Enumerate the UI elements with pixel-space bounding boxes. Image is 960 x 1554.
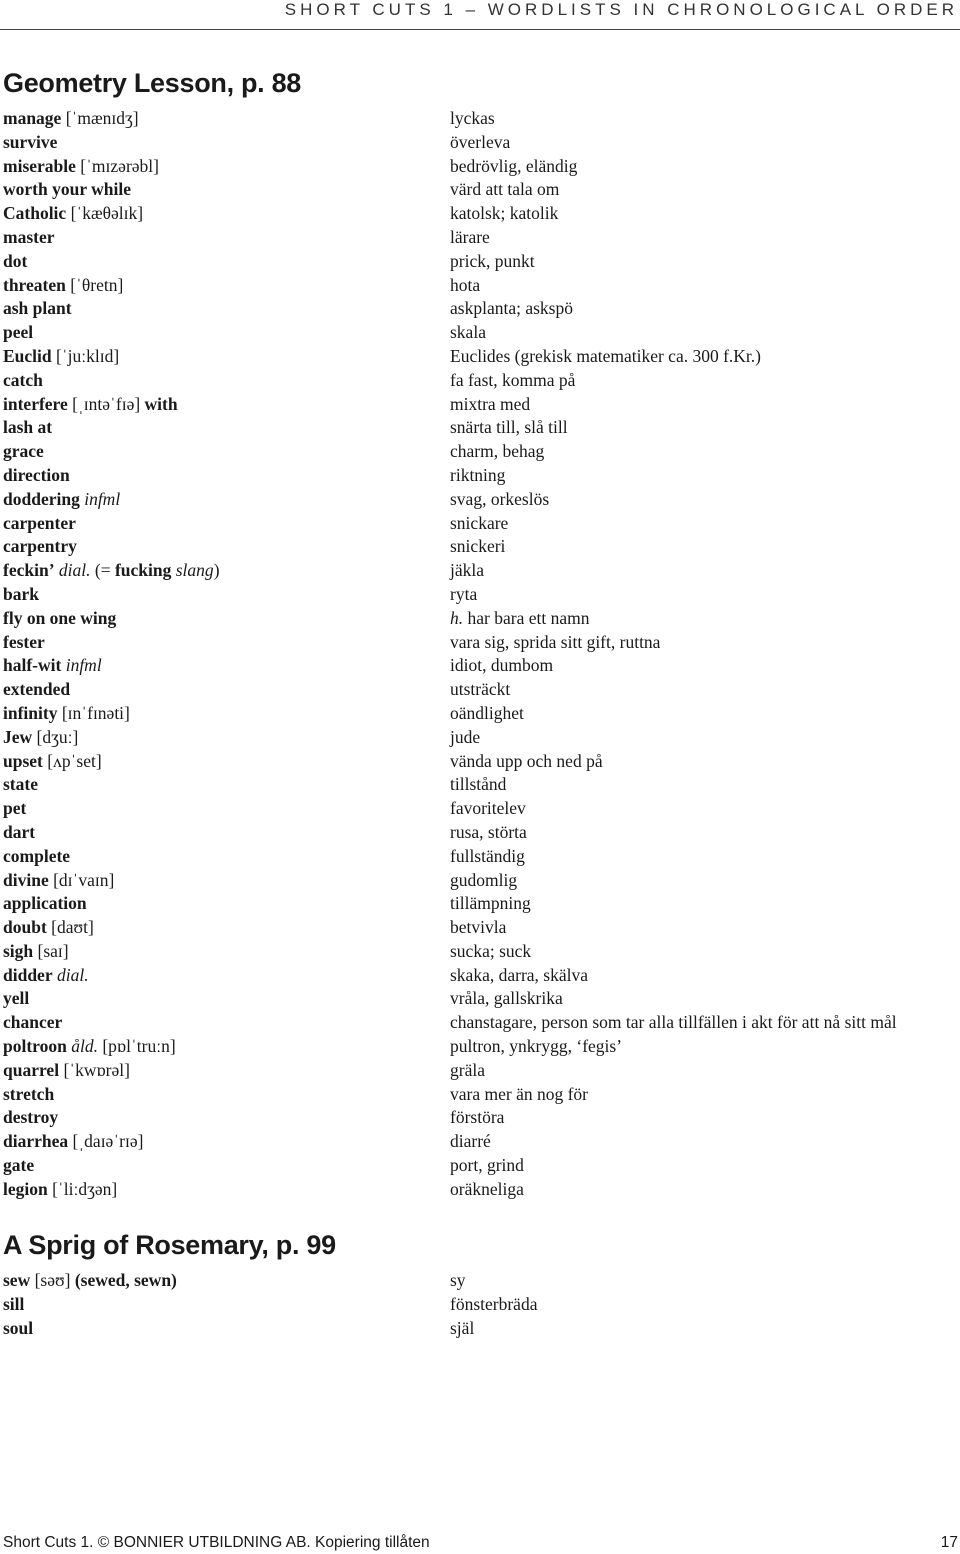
- swedish-translation: [450, 345, 761, 369]
- list-item: [3, 940, 960, 964]
- translation-text: oräkneliga: [450, 1178, 524, 1199]
- translation-text: bedrövlig, eländig: [450, 155, 578, 176]
- headword: sew: [3, 1270, 31, 1290]
- swedish-translation: [450, 297, 573, 321]
- translation-text: hota: [450, 274, 481, 295]
- translation-text: riktning: [450, 464, 506, 485]
- usage-label: dial.: [58, 560, 91, 581]
- list-item: [3, 1293, 960, 1317]
- headword: peel: [3, 322, 34, 343]
- swedish-translation: [450, 726, 480, 750]
- english-term: [3, 1106, 58, 1130]
- list-item: [3, 440, 960, 464]
- swedish-translation: [450, 821, 527, 845]
- english-term: [3, 1293, 24, 1317]
- translation-text: Euclides (grekisk matematiker ca. 300 f.Kr.): [450, 345, 762, 366]
- headword: interfere: [3, 393, 68, 414]
- list-item: [3, 107, 960, 131]
- pronunciation: [dʒuː]: [36, 726, 79, 747]
- translation-text: vända upp och ned på: [450, 750, 603, 771]
- translation-text: gräla: [450, 1059, 485, 1080]
- list-item: [3, 702, 960, 726]
- english-term: [3, 1317, 33, 1341]
- headword: divine: [3, 869, 49, 890]
- translation-text: mixtra med: [450, 393, 531, 414]
- headword: master: [3, 226, 55, 247]
- pronunciation: [daʊt]: [51, 917, 94, 938]
- translation-text: snickeri: [450, 536, 506, 557]
- list-item: [3, 869, 960, 893]
- english-term: [3, 726, 78, 750]
- list-item: [3, 845, 960, 869]
- swedish-translation: [450, 559, 484, 583]
- headword: carpentry: [3, 536, 77, 557]
- list-item: [3, 631, 960, 655]
- list-item: [3, 1035, 960, 1059]
- swedish-translation: [450, 678, 510, 702]
- english-term: [3, 250, 27, 274]
- swedish-translation: [450, 1011, 897, 1035]
- swedish-translation: [450, 393, 530, 417]
- headword: survive: [3, 131, 58, 152]
- list-item: [3, 1269, 960, 1293]
- headword: Jew: [3, 726, 33, 747]
- swedish-translation: [450, 1154, 524, 1178]
- headword: soul: [3, 1317, 34, 1338]
- english-term: [3, 678, 70, 702]
- wordlist: [3, 1269, 960, 1340]
- headword: quarrel: [3, 1059, 60, 1080]
- translation-text: oändlighet: [450, 702, 524, 723]
- english-term: [3, 131, 57, 155]
- swedish-translation: [450, 750, 603, 774]
- headword: ash plant: [3, 298, 72, 319]
- headword: miserable: [3, 155, 76, 176]
- translation-text: själ: [450, 1317, 475, 1338]
- translation-text: snärta till, slå till: [450, 417, 568, 438]
- translation-text: jude: [450, 726, 481, 747]
- english-term: [3, 416, 52, 440]
- list-item: [3, 654, 960, 678]
- swedish-translation: [450, 583, 477, 607]
- swedish-translation: [450, 1035, 622, 1059]
- swedish-translation: [450, 321, 486, 345]
- pronunciation: [pɒlˈtruːn]: [102, 1036, 176, 1057]
- list-item: [3, 797, 960, 821]
- headword: feckin’: [3, 560, 55, 581]
- list-item: [3, 131, 960, 155]
- translation-text: fa fast, komma på: [450, 369, 576, 390]
- headword: dart: [3, 821, 36, 842]
- headword: infinity: [3, 702, 58, 723]
- pronunciation: [səʊ]: [34, 1270, 71, 1290]
- list-item: [3, 678, 960, 702]
- translation-text: vråla, gallskrika: [450, 988, 563, 1009]
- headword: Euclid: [3, 345, 52, 366]
- english-term: [3, 631, 45, 655]
- translation-text: askplanta; askspö: [450, 298, 573, 319]
- translation-text: rusa, störta: [450, 821, 527, 842]
- headword: diarrhea: [3, 1131, 69, 1152]
- swedish-translation: [450, 250, 535, 274]
- list-item: [3, 583, 960, 607]
- wordlist: [3, 107, 960, 1202]
- translation-text: snickare: [450, 512, 509, 533]
- english-term: [3, 797, 26, 821]
- translation-text: sy: [450, 1270, 466, 1290]
- translation-text: prick, punkt: [450, 250, 535, 271]
- headword: doddering: [3, 488, 80, 509]
- translation-text: port, grind: [450, 1155, 524, 1176]
- english-term: [3, 226, 55, 250]
- list-item: [3, 178, 960, 202]
- swedish-translation: [450, 107, 495, 131]
- list-item: [3, 916, 960, 940]
- swedish-translation: [450, 1269, 466, 1293]
- swedish-translation: [450, 773, 506, 797]
- swedish-translation: [450, 654, 553, 678]
- pronunciation: [ˈmɪzərəbl]: [80, 155, 159, 176]
- english-term: [3, 964, 89, 988]
- translation-text: lyckas: [450, 108, 495, 128]
- list-item: [3, 155, 960, 179]
- english-term: [3, 892, 87, 916]
- english-term: [3, 916, 94, 940]
- section-title: Geometry Lesson, p. 88: [3, 68, 302, 98]
- english-term: [3, 1130, 143, 1154]
- list-item: [3, 1059, 960, 1083]
- page-footer: [3, 1534, 958, 1554]
- headword: Catholic: [3, 203, 67, 224]
- english-term: [3, 559, 220, 583]
- headword: gate: [3, 1155, 35, 1176]
- headword-continuation: (sewed, sewn): [74, 1270, 177, 1290]
- swedish-translation: [450, 1317, 474, 1341]
- swedish-translation: [450, 892, 531, 916]
- swedish-translation: [450, 155, 577, 179]
- translation-text: tillstånd: [450, 774, 507, 795]
- english-term: [3, 940, 69, 964]
- swedish-translation: [450, 416, 568, 440]
- pronunciation: [dɪˈvaɪn]: [53, 869, 115, 890]
- section-title: A Sprig of Rosemary, p. 99: [3, 1230, 336, 1260]
- english-term: [3, 297, 72, 321]
- pronunciation: [ˈjuːklɪd]: [56, 345, 120, 366]
- english-term: [3, 178, 131, 202]
- swedish-translation: [450, 464, 505, 488]
- swedish-translation: [450, 1130, 491, 1154]
- translation-text: vara mer än nog för: [450, 1083, 588, 1104]
- english-term: [3, 869, 114, 893]
- usage-label: dial.: [56, 964, 89, 985]
- headword: worth your while: [3, 179, 132, 200]
- headword: sigh: [3, 940, 34, 961]
- list-item: [3, 1083, 960, 1107]
- english-term: [3, 702, 130, 726]
- english-term: [3, 1059, 130, 1083]
- swedish-translation: [450, 702, 524, 726]
- pronunciation: [ˌdaɪəˈrɪə]: [72, 1131, 144, 1152]
- translation-text: charm, behag: [450, 441, 545, 462]
- copyright-notice: Short Cuts 1. © BONNIER UTBILDNING AB. Kopiering tillåten: [3, 1534, 430, 1551]
- headword: lash at: [3, 417, 53, 438]
- translation-text: katolsk; katolik: [450, 203, 559, 224]
- headword-continuation: with: [144, 393, 178, 414]
- headword: poltroon: [3, 1036, 67, 1057]
- headword: manage: [3, 108, 62, 128]
- list-item: [3, 607, 960, 631]
- list-item: [3, 773, 960, 797]
- list-item: [3, 892, 960, 916]
- running-title: SHORT CUTS 1 – WORDLISTS IN CHRONOLOGICAL ORDER: [284, 0, 958, 19]
- swedish-translation: [450, 940, 531, 964]
- headword: upset: [3, 750, 43, 771]
- translation-text: värd att tala om: [450, 179, 560, 200]
- list-item: [3, 416, 960, 440]
- swedish-translation: [450, 1293, 537, 1317]
- translation-text: skaka, darra, skälva: [450, 964, 588, 985]
- swedish-translation: [450, 202, 558, 226]
- english-term: [3, 535, 77, 559]
- list-item: [3, 1154, 960, 1178]
- pronunciation: [ˈkæθəlɪk]: [70, 203, 144, 224]
- swedish-translation: [450, 440, 544, 464]
- swedish-translation: [450, 845, 525, 869]
- swedish-translation: [450, 274, 480, 298]
- english-term: [3, 488, 120, 512]
- list-item: [3, 297, 960, 321]
- usage-label: h.: [450, 607, 464, 628]
- translation-text: ryta: [450, 583, 478, 604]
- english-term: [3, 654, 102, 678]
- headword-continuation: fucking: [114, 560, 172, 581]
- english-term: [3, 155, 159, 179]
- english-term: [3, 1269, 177, 1293]
- english-term: [3, 1083, 54, 1107]
- translation-text: vara sig, sprida sitt gift, ruttna: [450, 631, 661, 652]
- list-item: [3, 345, 960, 369]
- headword: yell: [3, 988, 30, 1009]
- pronunciation: [ˈkwɒrəl]: [63, 1059, 130, 1080]
- headword: state: [3, 774, 38, 795]
- translation-text: skala: [450, 322, 486, 343]
- swedish-translation: [450, 512, 508, 536]
- translation-text: pultron, ynkrygg, ‘fegis’: [450, 1036, 623, 1057]
- translation-text: fullständig: [450, 845, 525, 866]
- list-item: [3, 535, 960, 559]
- english-term: [3, 987, 29, 1011]
- pronunciation: [ɪnˈfɪnəti]: [61, 702, 130, 723]
- list-item: [3, 464, 960, 488]
- list-item: [3, 250, 960, 274]
- swedish-translation: [450, 226, 490, 250]
- swedish-translation: [450, 1106, 504, 1130]
- list-item: [3, 559, 960, 583]
- headword: threaten: [3, 274, 66, 295]
- note-text: ): [213, 560, 220, 581]
- list-item: [3, 726, 960, 750]
- translation-text: lärare: [450, 226, 490, 247]
- english-term: [3, 1178, 117, 1202]
- swedish-translation: [450, 1083, 588, 1107]
- english-term: [3, 583, 39, 607]
- list-item: [3, 202, 960, 226]
- pronunciation: [ˈmænɪdʒ]: [65, 108, 139, 128]
- pronunciation: [saɪ]: [37, 940, 69, 961]
- pronunciation: [ˌɪntəˈfɪə]: [72, 393, 141, 414]
- english-term: [3, 369, 43, 393]
- list-item: [3, 393, 960, 417]
- english-term: [3, 607, 116, 631]
- translation-text: överleva: [450, 131, 511, 152]
- headword: bark: [3, 583, 39, 604]
- english-term: [3, 821, 35, 845]
- usage-label: åld.: [71, 1036, 98, 1057]
- headword: sill: [3, 1293, 25, 1314]
- headword: catch: [3, 369, 43, 390]
- swedish-translation: [450, 869, 517, 893]
- translation-text: har bara ett namn: [467, 607, 590, 628]
- swedish-translation: [450, 987, 563, 1011]
- headword: fly on one wing: [3, 607, 117, 628]
- pronunciation: [ʌpˈset]: [47, 750, 102, 771]
- translation-text: fönsterbräda: [450, 1293, 538, 1314]
- list-item: [3, 1106, 960, 1130]
- english-term: [3, 107, 139, 131]
- headword: chancer: [3, 1012, 63, 1033]
- headword: application: [3, 893, 87, 914]
- note-text: (=: [94, 560, 111, 581]
- headword: complete: [3, 845, 71, 866]
- english-term: [3, 1035, 176, 1059]
- swedish-translation: [450, 1178, 524, 1202]
- usage-label: infml: [84, 488, 121, 509]
- translation-text: idiot, dumbom: [450, 655, 554, 676]
- usage-label: infml: [65, 655, 102, 676]
- swedish-translation: [450, 1059, 485, 1083]
- english-term: [3, 773, 38, 797]
- english-term: [3, 1154, 34, 1178]
- list-item: [3, 964, 960, 988]
- list-item: [3, 821, 960, 845]
- page-number: 17: [940, 1534, 958, 1551]
- swedish-translation: [450, 369, 575, 393]
- swedish-translation: [450, 131, 510, 155]
- swedish-translation: [450, 797, 526, 821]
- list-item: [3, 226, 960, 250]
- list-item: [3, 1178, 960, 1202]
- english-term: [3, 393, 178, 417]
- list-item: [3, 750, 960, 774]
- translation-text: betvivla: [450, 917, 507, 938]
- translation-text: gudomlig: [450, 869, 518, 890]
- english-term: [3, 321, 33, 345]
- swedish-translation: [450, 607, 589, 631]
- translation-text: favoritelev: [450, 798, 526, 819]
- pronunciation: [ˈθretn]: [70, 274, 124, 295]
- headword: dot: [3, 250, 28, 271]
- translation-text: chanstagare, person som tar alla tillfällen i akt för att nå sitt mål: [450, 1012, 897, 1033]
- headword: fester: [3, 631, 45, 652]
- translation-text: diarré: [450, 1131, 491, 1152]
- translation-text: sucka; suck: [450, 940, 532, 961]
- usage-label: slang: [175, 560, 214, 581]
- headword: destroy: [3, 1107, 59, 1128]
- english-term: [3, 345, 119, 369]
- headword: didder: [3, 964, 53, 985]
- swedish-translation: [450, 964, 588, 988]
- headword: carpenter: [3, 512, 76, 533]
- swedish-translation: [450, 916, 506, 940]
- translation-text: tillämpning: [450, 893, 531, 914]
- list-item: [3, 369, 960, 393]
- translation-text: utsträckt: [450, 679, 511, 700]
- header-rule: [0, 29, 960, 30]
- swedish-translation: [450, 631, 660, 655]
- headword: stretch: [3, 1083, 55, 1104]
- english-term: [3, 440, 44, 464]
- headword: extended: [3, 679, 71, 700]
- english-term: [3, 512, 76, 536]
- headword: half-wit: [3, 655, 62, 676]
- pronunciation: [ˈliːdʒən]: [52, 1178, 118, 1199]
- swedish-translation: [450, 535, 505, 559]
- english-term: [3, 202, 143, 226]
- list-item: [3, 512, 960, 536]
- headword: doubt: [3, 917, 47, 938]
- english-term: [3, 464, 70, 488]
- english-term: [3, 274, 123, 298]
- headword: grace: [3, 441, 44, 462]
- list-item: [3, 1317, 960, 1341]
- headword: direction: [3, 464, 70, 485]
- translation-text: svag, orkeslös: [450, 488, 550, 509]
- list-item: [3, 1130, 960, 1154]
- list-item: [3, 1011, 960, 1035]
- list-item: [3, 321, 960, 345]
- translation-text: jäkla: [450, 560, 485, 581]
- headword: pet: [3, 798, 27, 819]
- headword: legion: [3, 1178, 48, 1199]
- english-term: [3, 845, 70, 869]
- swedish-translation: [450, 488, 549, 512]
- english-term: [3, 750, 102, 774]
- list-item: [3, 488, 960, 512]
- list-item: [3, 987, 960, 1011]
- swedish-translation: [450, 178, 559, 202]
- translation-text: förstöra: [450, 1107, 505, 1128]
- list-item: [3, 274, 960, 298]
- english-term: [3, 1011, 62, 1035]
